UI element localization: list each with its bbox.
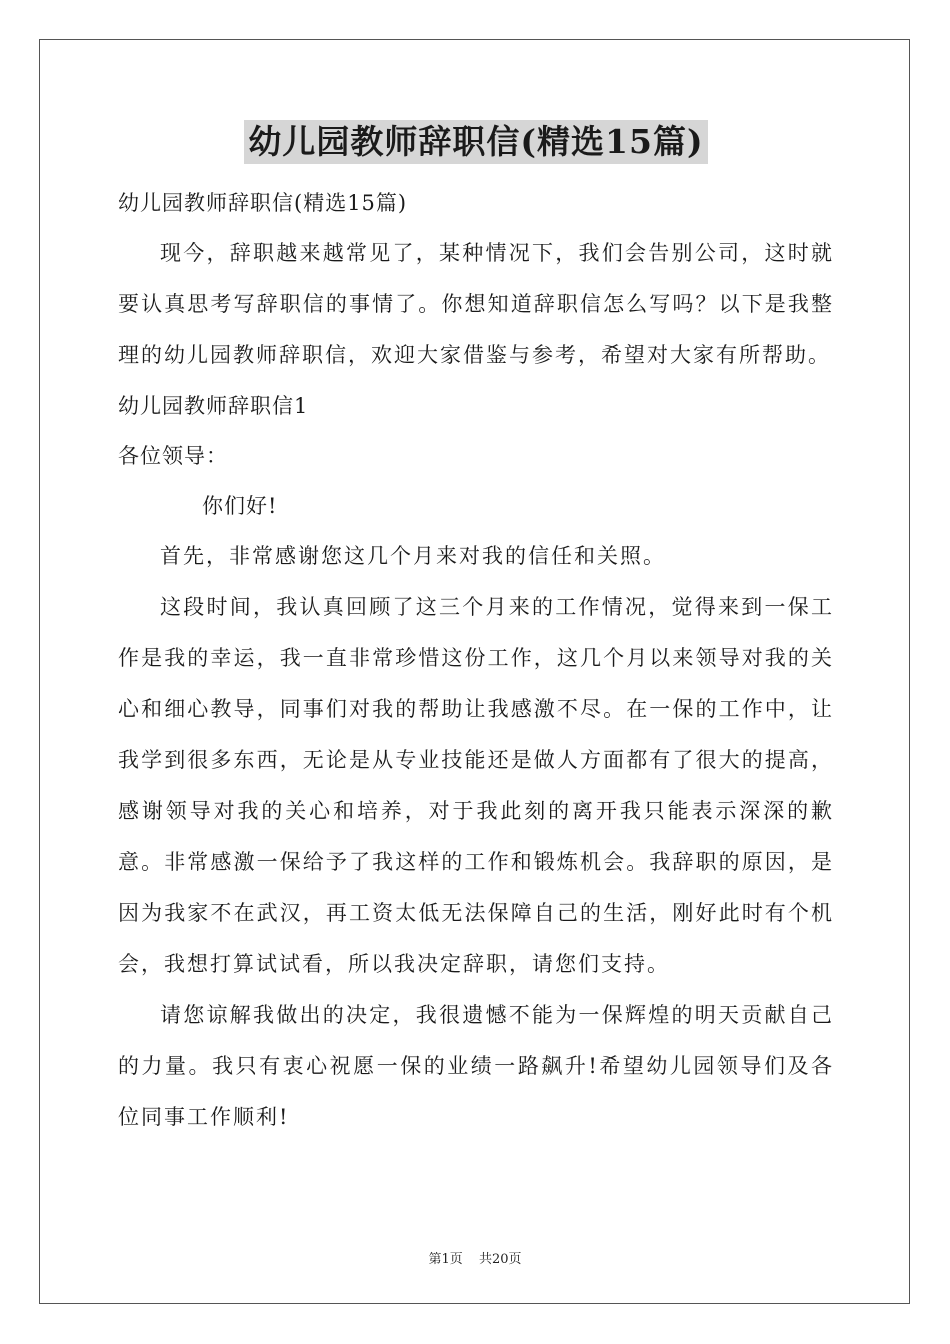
document-subtitle: 幼儿园教师辞职信(精选15篇) <box>118 191 408 215</box>
page-number: 第1页 <box>428 1252 463 1267</box>
body-paragraph: 请您谅解我做出的决定，我很遗憾不能为一保辉煌的明天贡献自己的力量。我只有衷心祝愿一保的业绩一路飙升!希望幼儿园领导们及各位同事工作顺利! <box>118 1003 834 1129</box>
page-total: 共20页 <box>478 1252 522 1267</box>
section-heading: 幼儿园教师辞职信1 <box>118 394 309 418</box>
salutation: 各位领导： <box>118 444 228 468</box>
page-footer <box>0 1248 950 1267</box>
greeting: 你们好! <box>202 494 278 518</box>
document-title: 幼儿园教师辞职信(精选15篇) <box>244 120 707 164</box>
body-paragraph: 首先，非常感谢您这几个月来对我的信任和关照。 <box>160 544 666 568</box>
intro-paragraph: 现今，辞职越来越常见了，某种情况下，我们会告别公司，这时就要认真思考写辞职信的事情了。你想知道辞职信怎么写吗？以下是我整理的幼儿园教师辞职信，欢迎大家借鉴与参考，希望对大家有所帮助。 <box>118 241 834 367</box>
body-paragraph: 这段时间，我认真回顾了这三个月来的工作情况，觉得来到一保工作是我的幸运，我一直非常珍惜这份工作，这几个月以来领导对我的关心和细心教导，同事们对我的帮助让我感激不尽。在一保的工作中，让我学到很多东西，无论是从专业技能还是做人方面都有了很大的提高，感谢领导对我的关心和培养，对于我此刻的离开我只能表示深深的歉意。非常感激一保给予了我这样的工作和锻炼机会。我辞职的原因，是因为我家不在武汉，再工资太低无法保障自己的生活，刚好此时有个机会，我想打算试试看，所以我决定辞职，请您们支持。 <box>118 595 834 976</box>
title-wrap <box>118 120 834 164</box>
document-body <box>118 120 834 1143</box>
